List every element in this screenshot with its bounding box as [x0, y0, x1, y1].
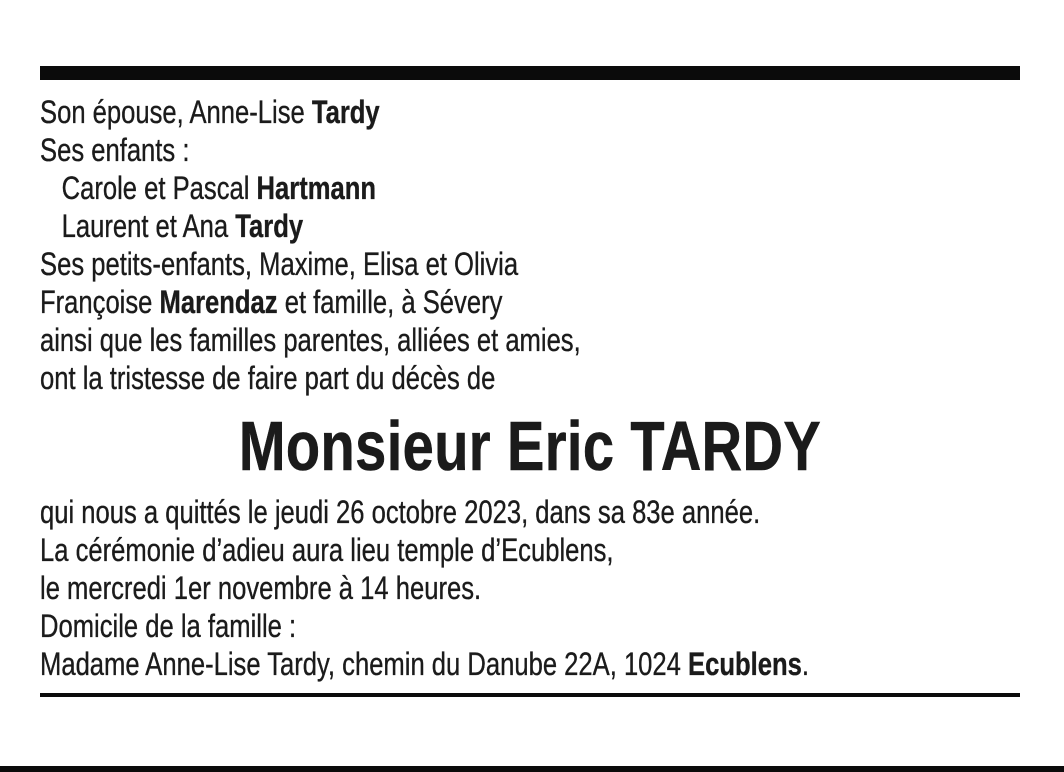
family-name-bold: Ecublens [688, 646, 802, 682]
notice-line [40, 207, 1020, 245]
notice-line [40, 245, 1020, 283]
notice-text: ont la tristesse de faire part du décès de [40, 360, 496, 396]
notice-line [40, 283, 1020, 321]
notice-line [40, 169, 1020, 207]
notice-text: le mercredi 1er novembre à 14 heures. [40, 570, 482, 606]
page-bottom-edge-bar [0, 766, 1064, 772]
notice-text: Son épouse, Anne-Lise [40, 94, 312, 130]
notice-text: Ses enfants : [40, 132, 190, 168]
family-name-bold: Tardy [311, 94, 380, 130]
notice-line [40, 569, 1020, 607]
notice-text: Carole et Pascal [61, 170, 257, 206]
notice-text: Laurent et Ana [61, 208, 236, 244]
deceased-name-title: Monsieur Eric TARDY [238, 407, 822, 485]
notice-line [40, 359, 1020, 397]
notice-line [40, 93, 1020, 131]
family-lines [40, 93, 1020, 397]
notice-text: Madame Anne-Lise Tardy, chemin du Danube 22A, 1024 [40, 646, 688, 682]
family-name-bold: Tardy [235, 208, 304, 244]
notice-text: La cérémonie d’adieu aura lieu temple d’Ecublens, [40, 532, 614, 568]
detail-lines [40, 493, 1020, 683]
notice-text: Ses petits-enfants, Maxime, Elisa et Olivia [40, 246, 519, 282]
notice-text: Françoise [40, 284, 160, 320]
notice-line [40, 131, 1020, 169]
notice-text: . [801, 646, 809, 682]
notice-line [40, 607, 1020, 645]
notice-line [40, 321, 1020, 359]
notice-text: qui nous a quittés le jeudi 26 octobre 2023, dans sa 83e année. [40, 494, 761, 530]
top-divider-bar [40, 66, 1020, 80]
notice-body [40, 93, 1020, 683]
bottom-divider-rule [40, 693, 1020, 697]
family-name-bold: Marendaz [159, 284, 278, 320]
notice-text: Domicile de la famille : [40, 608, 297, 644]
notice-text: et famille, à Sévery [277, 284, 503, 320]
notice-text: ainsi que les familles parentes, alliées et amies, [40, 322, 581, 358]
notice-line [40, 493, 1020, 531]
notice-line [40, 645, 1020, 683]
notice-line [40, 531, 1020, 569]
family-name-bold: Hartmann [256, 170, 377, 206]
